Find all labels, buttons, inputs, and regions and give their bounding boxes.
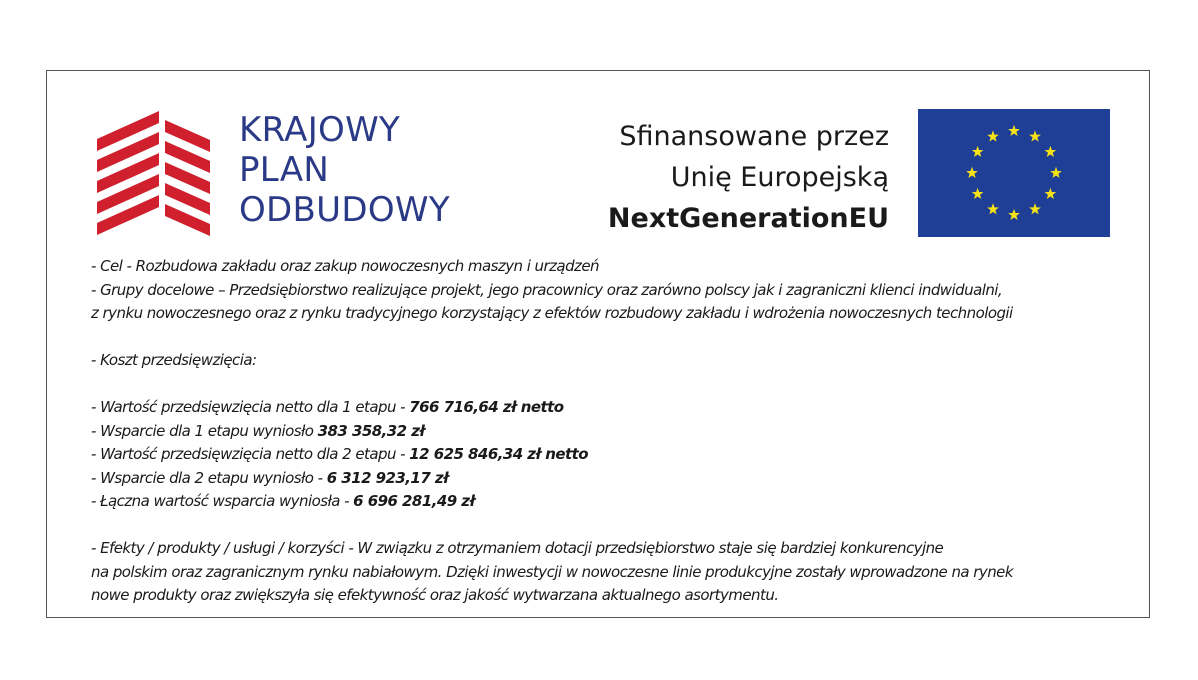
kpo-title	[239, 110, 450, 230]
kpo-title-line-2: PLAN	[239, 150, 330, 190]
funded-line-2: Unię Europejską	[670, 162, 889, 193]
cost-item	[91, 490, 1121, 514]
funded-line-1: Sfinansowane przez	[619, 121, 889, 152]
effects-line-1: - Efekty / produkty / usługi / korzyści - W związku z otrzymaniem dotacji przedsiębiorstwo staje się bardziej konkurencyjne	[91, 539, 944, 557]
cost-item-label: - Wsparcie dla 2 etapu wyniosło -	[91, 468, 327, 487]
cost-item-value: 6 312 923,17 zł	[326, 468, 449, 487]
funded-line-3: NextGenerationEU	[607, 203, 889, 234]
goal-line: - Cel - Rozbudowa zakładu oraz zakup nowoczesnych maszyn i urządzeń	[91, 257, 599, 275]
cost-item	[91, 443, 1121, 467]
eu-flag-icon	[918, 109, 1110, 237]
info-board	[46, 70, 1150, 618]
project-description	[91, 255, 1121, 608]
funding-statement	[608, 116, 889, 239]
cost-item-value: 6 696 281,49 zł	[353, 492, 475, 510]
cost-item-label: - Wsparcie dla 1 etapu wyniosło	[91, 421, 318, 440]
target-line-1: - Grupy docelowe – Przedsiębiorstwo realizujące projekt, jego pracownicy oraz zarówno polscy jak i zagraniczni klienci indwidualni,	[91, 280, 1003, 299]
effects-line-2: na polskim oraz zagranicznym rynku nabiałowym. Dzięki inwestycji w nowoczesne linie produkcyjne zostały wprowadzone na rynek	[91, 562, 1013, 581]
kpo-title-line-1: KRAJOWY	[239, 110, 401, 150]
cost-item	[91, 467, 1121, 491]
kpo-logo-icon	[97, 111, 210, 236]
cost-item-value: 383 358,32 zł	[317, 421, 425, 440]
cost-item-value: 12 625 846,34 zł netto	[409, 445, 588, 463]
cost-item-label: - Wartość przedsięwzięcia netto dla 1 etapu -	[91, 398, 410, 416]
cost-item-label: - Łączna wartość wsparcia wyniosła -	[91, 492, 354, 510]
target-line-2: z rynku nowoczesnego oraz z rynku tradycyjnego korzystający z efektów rozbudowy zakładu i wdrożenia nowoczesnych technologii	[91, 304, 1013, 322]
kpo-title-line-3: ODBUDOWY	[239, 190, 450, 230]
cost-heading: - Koszt przedsięwzięcia:	[91, 351, 257, 369]
cost-item-value: 766 716,64 zł netto	[409, 398, 564, 416]
cost-item	[91, 396, 1121, 420]
cost-item-label: - Wartość przedsięwzięcia netto dla 2 etapu -	[91, 445, 410, 463]
cost-item	[91, 420, 1121, 444]
effects-line-3: nowe produkty oraz zwiększyła się efektywność oraz jakość wytwarzana aktualnego asortymentu.	[91, 586, 779, 604]
